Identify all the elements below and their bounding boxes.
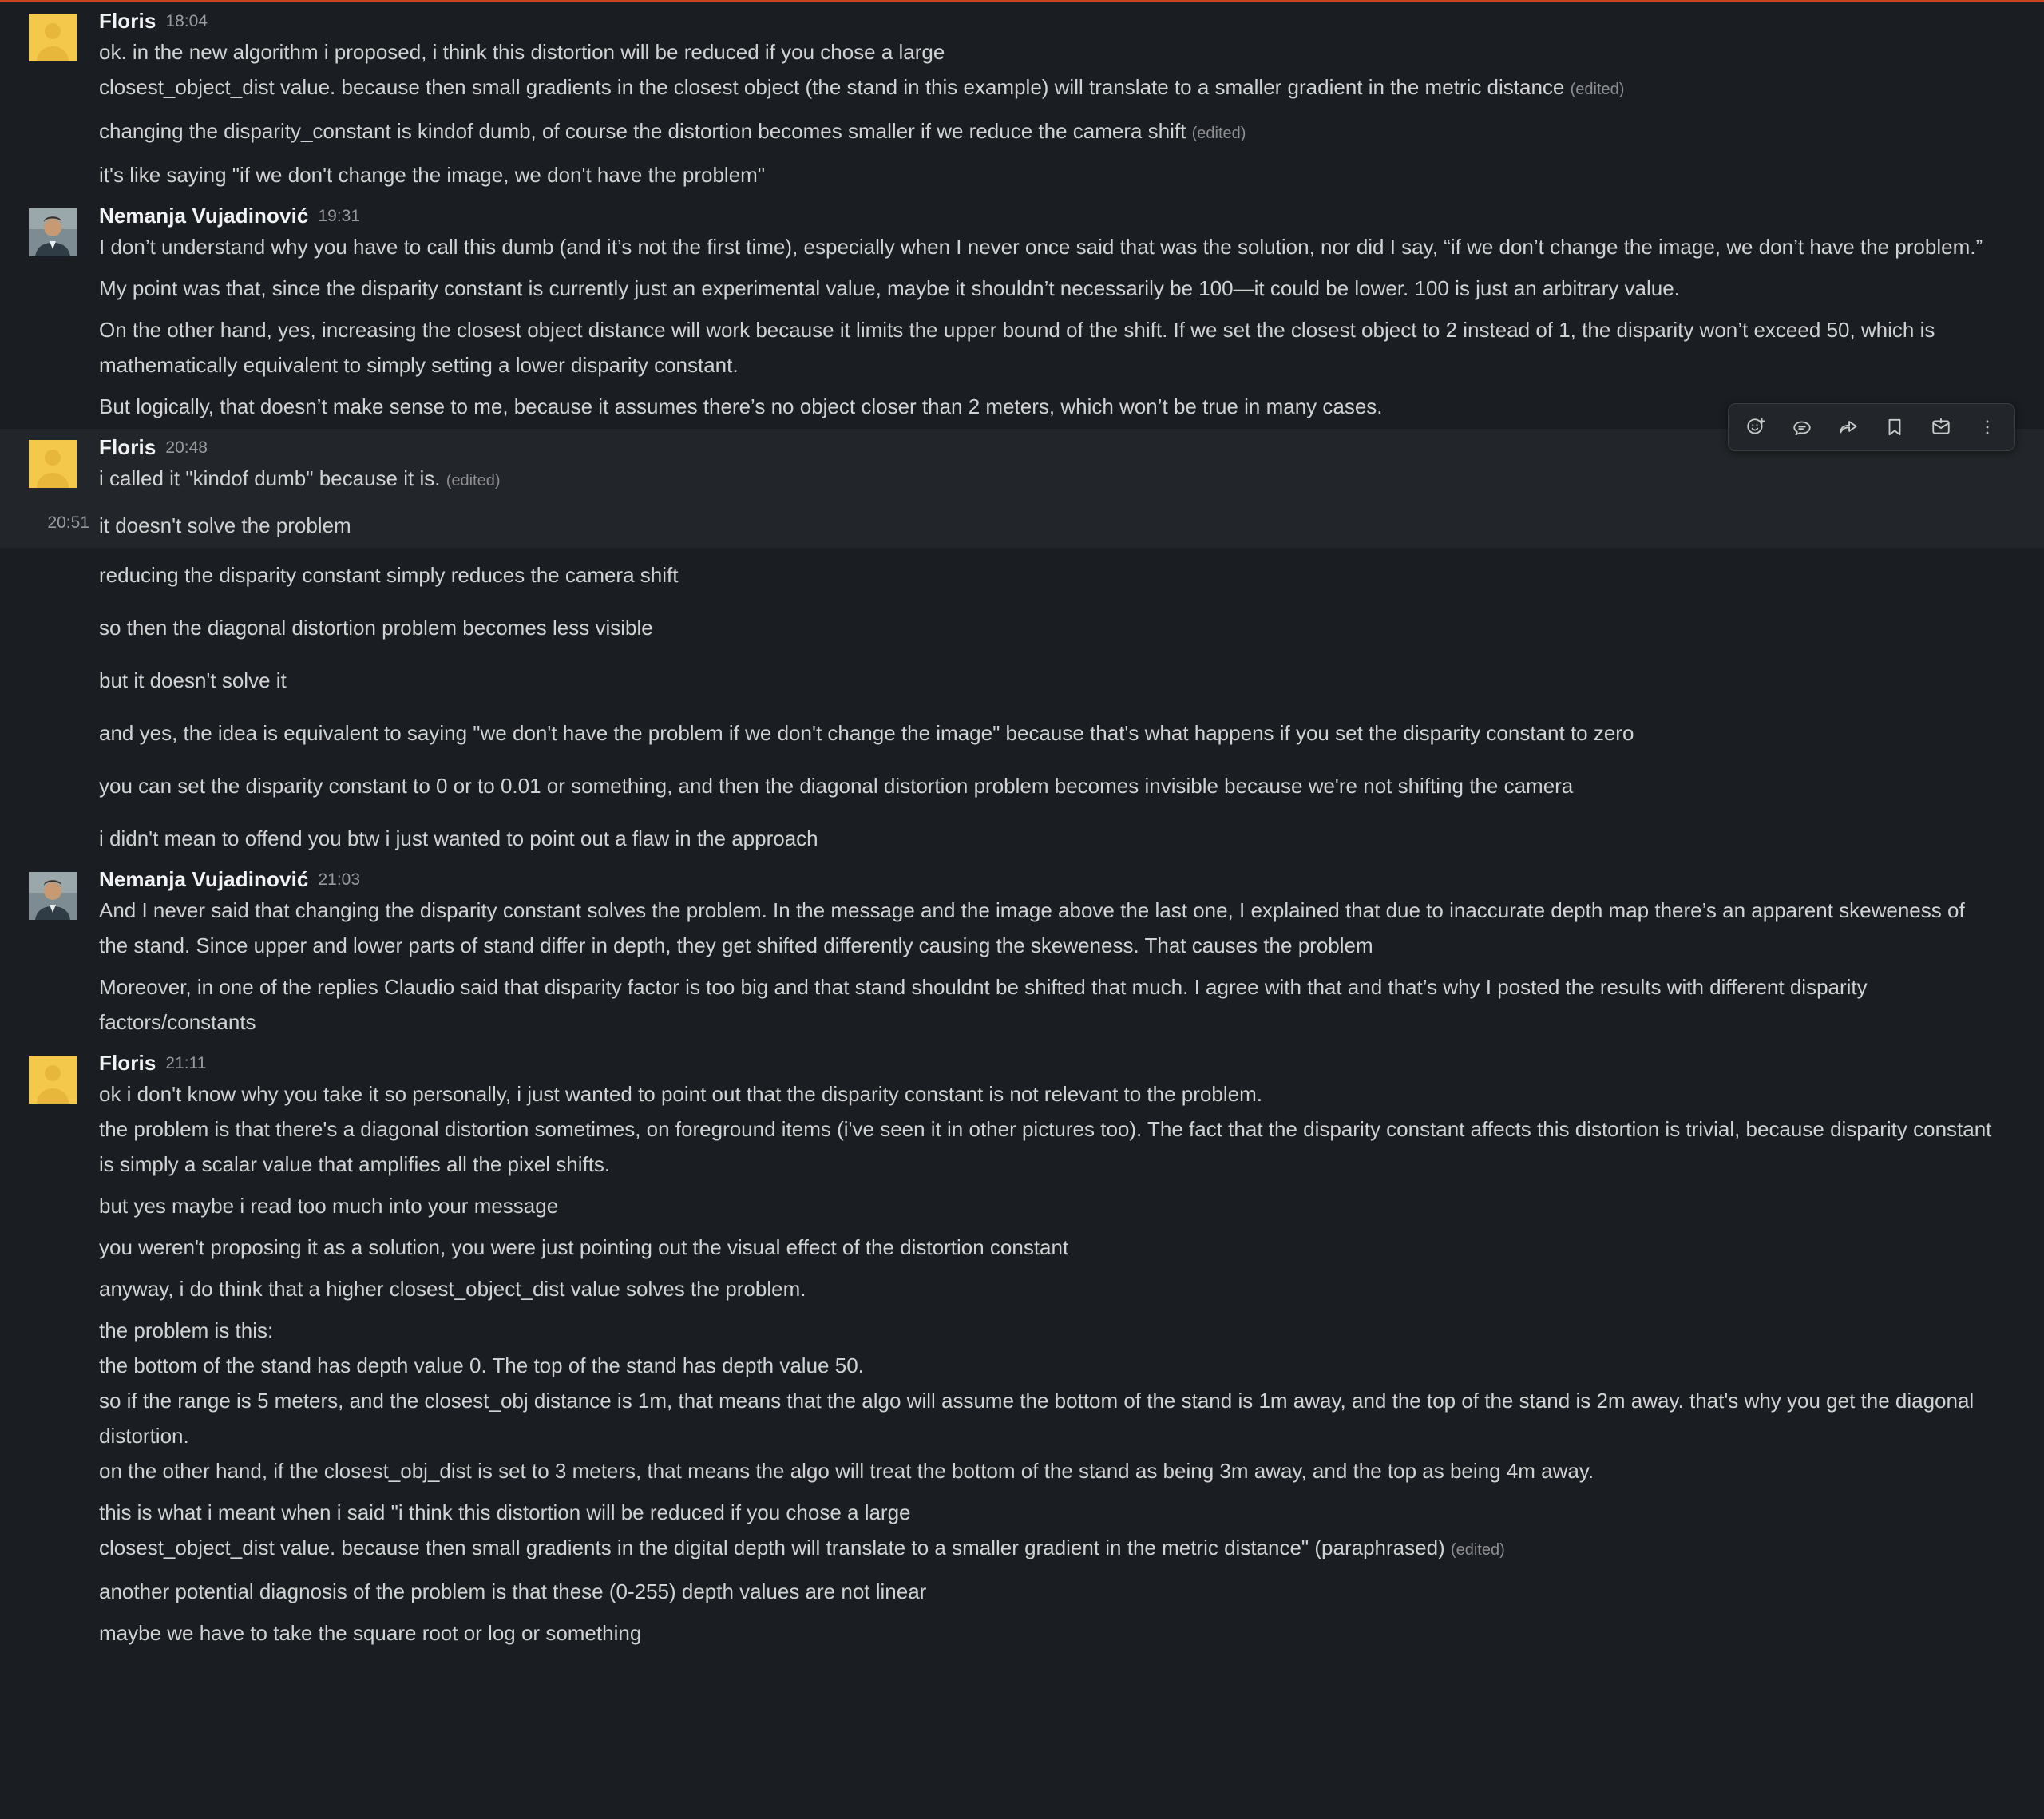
message-text: it's like saying "if we don't change the image, we don't have the problem" xyxy=(99,163,766,187)
message-text: On the other hand, yes, increasing the closest object distance will work because it limits the upper bound of the shift. If we set the closest object to 2 instead of 1, the disparity won’t exceed 50, which is mathematically equivalent to simply setting a lower disparity constant. xyxy=(99,318,1935,377)
message-text: you weren't proposing it as a solution, you were just pointing out the visual effect of the distortion constant xyxy=(99,1235,1069,1259)
message-text: the bottom of the stand has depth value 0. The top of the stand has depth value 50. xyxy=(99,1353,864,1377)
message-timestamp[interactable]: 19:31 xyxy=(318,206,361,225)
message-line xyxy=(99,229,1996,264)
message-text: it doesn't solve the problem xyxy=(99,513,351,537)
message-line xyxy=(99,1223,1996,1265)
message-text: closest_object_dist value. because then small gradients in the digital depth will translate to a smaller gradient in the metric distance" (paraphrased) xyxy=(99,1536,1445,1559)
message-text: so then the diagonal distortion problem becomes less visible xyxy=(99,616,653,640)
message-text: maybe we have to take the square root or log or something xyxy=(99,1621,642,1645)
message xyxy=(0,2,2044,197)
message-line xyxy=(99,645,1996,698)
message-hover-toolbar[interactable] xyxy=(1728,403,2015,451)
message-line xyxy=(99,461,1996,498)
message xyxy=(0,429,2044,503)
message-timestamp[interactable]: 20:48 xyxy=(165,438,208,457)
message-line xyxy=(99,508,1996,543)
more-actions-icon[interactable] xyxy=(1967,409,2008,446)
message-line xyxy=(99,382,1996,424)
message-header xyxy=(99,10,1996,31)
message-line xyxy=(99,751,1996,803)
message xyxy=(0,861,2044,1044)
message-header xyxy=(99,1052,1996,1073)
edited-badge: (edited) xyxy=(1450,1541,1505,1559)
message-text: But logically, that doesn’t make sense to me, because it assumes there’s no object closer than 2 meters, which won’t be true in many cases. xyxy=(99,394,1383,418)
message-text: the problem is that there's a diagonal distortion sometimes, on foreground items (i've seen it in other pictures too). The fact that the disparity constant affects this distortion is trivial, because disparity constant is simply a scalar value that amplifies all the pixel shifts. xyxy=(99,1117,1992,1176)
messages-container xyxy=(0,2,2044,1679)
message-text: the problem is this: xyxy=(99,1318,274,1342)
message-author[interactable]: Floris xyxy=(99,9,156,33)
message-body xyxy=(32,205,1996,424)
message-text: closest_object_dist value. because then small gradients in the closest object (the stand in this example) will translate to a smaller gradient in the metric distance xyxy=(99,75,1565,99)
avatar[interactable] xyxy=(29,14,77,61)
message-continuation xyxy=(0,548,2044,861)
message-line xyxy=(99,1182,1996,1223)
message-text: so if the range is 5 meters, and the closest_obj distance is 1m, that means that the algo will assume the bottom of the stand is 1m away, and the top of the stand is 2m away. that's why you get the diagonal distortion. xyxy=(99,1389,1975,1448)
message-text: but yes maybe i read too much into your message xyxy=(99,1194,559,1218)
message-author[interactable]: Nemanja Vujadinović xyxy=(99,204,309,228)
save-message-icon[interactable] xyxy=(1874,409,1915,446)
message-text: another potential diagnosis of the problem is that these (0-255) depth values are not linear xyxy=(99,1579,927,1603)
message-header xyxy=(99,869,1996,890)
message-text: you can set the disparity constant to 0 or to 0.01 or something, and then the diagonal distortion problem becomes invisible because we're not shifting the camera xyxy=(99,774,1574,798)
avatar[interactable] xyxy=(29,1056,77,1104)
message-line xyxy=(99,1530,1996,1567)
avatar[interactable] xyxy=(29,872,77,920)
message-line xyxy=(99,69,1996,107)
message-text: on the other hand, if the closest_obj_dist is set to 3 meters, that means the algo will treat the bottom of the stand as being 3m away, and the top as being 4m away. xyxy=(99,1459,1594,1483)
message-text: ok i don't know why you take it so personally, i just wanted to point out that the disparity constant is not relevant to the problem. xyxy=(99,1082,1262,1106)
message-author[interactable]: Floris xyxy=(99,1051,156,1075)
message-text: i called it "kindof dumb" because it is. xyxy=(99,466,441,490)
message-line xyxy=(99,1076,1996,1112)
message xyxy=(0,1044,2044,1655)
message-line xyxy=(99,1609,1996,1651)
message-text: i didn't mean to offend you btw i just wanted to point out a flaw in the approach xyxy=(99,826,818,850)
message-line xyxy=(99,34,1996,69)
new-messages-label xyxy=(1993,0,2033,2)
message-line xyxy=(99,893,1996,963)
message-line xyxy=(99,151,1996,192)
message-line xyxy=(99,803,1996,856)
message-line xyxy=(99,592,1996,645)
message-text: changing the disparity_constant is kindof dumb, of course the distortion becomes smaller if we reduce the camera shift xyxy=(99,119,1186,143)
message-line xyxy=(99,306,1996,382)
message-body xyxy=(32,437,1996,498)
message-body xyxy=(32,10,1996,192)
message-timestamp[interactable]: 18:04 xyxy=(165,11,208,30)
message-timestamp[interactable]: 21:03 xyxy=(318,870,361,889)
message-text: reducing the disparity constant simply reduces the camera shift xyxy=(99,563,679,587)
message-body xyxy=(32,1052,1996,1651)
message-line xyxy=(99,698,1996,751)
mark-unread-icon[interactable] xyxy=(1920,409,1962,446)
message-compact xyxy=(0,503,2044,548)
message-author[interactable]: Nemanja Vujadinović xyxy=(99,867,309,891)
message-line xyxy=(99,963,1996,1040)
message-text: and yes, the idea is equivalent to saying "we don't have the problem if we don't change the image" because that's what happens if you set the disparity constant to zero xyxy=(99,721,1634,745)
message-text: this is what i meant when i said "i think this distortion will be reduced if you chose a large xyxy=(99,1500,911,1524)
message-timestamp[interactable]: 20:51 xyxy=(47,513,89,532)
message-text: And I never said that changing the disparity constant solves the problem. In the message and the image above the last one, I explained that due to inaccurate depth map there’s an apparent skeweness of the stand. Since upper and lower parts of stand differ in depth, they get shifted differently causing the skeweness. That causes the problem xyxy=(99,898,1965,957)
add-reaction-icon[interactable] xyxy=(1735,409,1777,446)
message-line xyxy=(99,1453,1996,1488)
message-body xyxy=(32,869,1996,1040)
message-header xyxy=(99,205,1996,226)
message-line xyxy=(99,557,1996,592)
message-text: I don’t understand why you have to call this dumb (and it’s not the first time), especially when I never once said that was the solution, nor did I say, “if we don’t change the image, we don’t have the problem.” xyxy=(99,235,1983,259)
edited-badge: (edited) xyxy=(1570,81,1625,98)
message-line xyxy=(99,1306,1996,1348)
reply-in-thread-icon[interactable] xyxy=(1781,409,1823,446)
message-line xyxy=(99,1488,1996,1530)
message-line xyxy=(99,1348,1996,1383)
message-text: anyway, i do think that a higher closest_object_dist value solves the problem. xyxy=(99,1277,806,1301)
message-line xyxy=(99,1265,1996,1306)
message-line xyxy=(99,1567,1996,1609)
message-timestamp[interactable]: 21:11 xyxy=(165,1053,207,1072)
avatar[interactable] xyxy=(29,208,77,256)
message-text: ok. in the new algorithm i proposed, i think this distortion will be reduced if you chose a large xyxy=(99,40,945,64)
message-line xyxy=(99,1383,1996,1453)
avatar[interactable] xyxy=(29,440,77,488)
message-header xyxy=(99,437,1996,458)
message-text: but it doesn't solve it xyxy=(99,668,287,692)
message-line xyxy=(99,264,1996,306)
message-author[interactable]: Floris xyxy=(99,435,156,459)
edited-badge: (edited) xyxy=(1191,125,1246,142)
message-text: Moreover, in one of the replies Claudio said that disparity factor is too big and that stand shouldnt be shifted that much. I agree with that and that’s why I posted the results with different disparity factors/constants xyxy=(99,975,1868,1034)
message-line xyxy=(99,1112,1996,1182)
message xyxy=(0,197,2044,429)
message-line xyxy=(99,107,1996,151)
edited-badge: (edited) xyxy=(446,472,501,489)
forward-message-icon[interactable] xyxy=(1828,409,1869,446)
message-text: My point was that, since the disparity constant is currently just an experimental value, maybe it shouldn’t necessarily be 100—it could be lower. 100 is just an arbitrary value. xyxy=(99,276,1680,300)
